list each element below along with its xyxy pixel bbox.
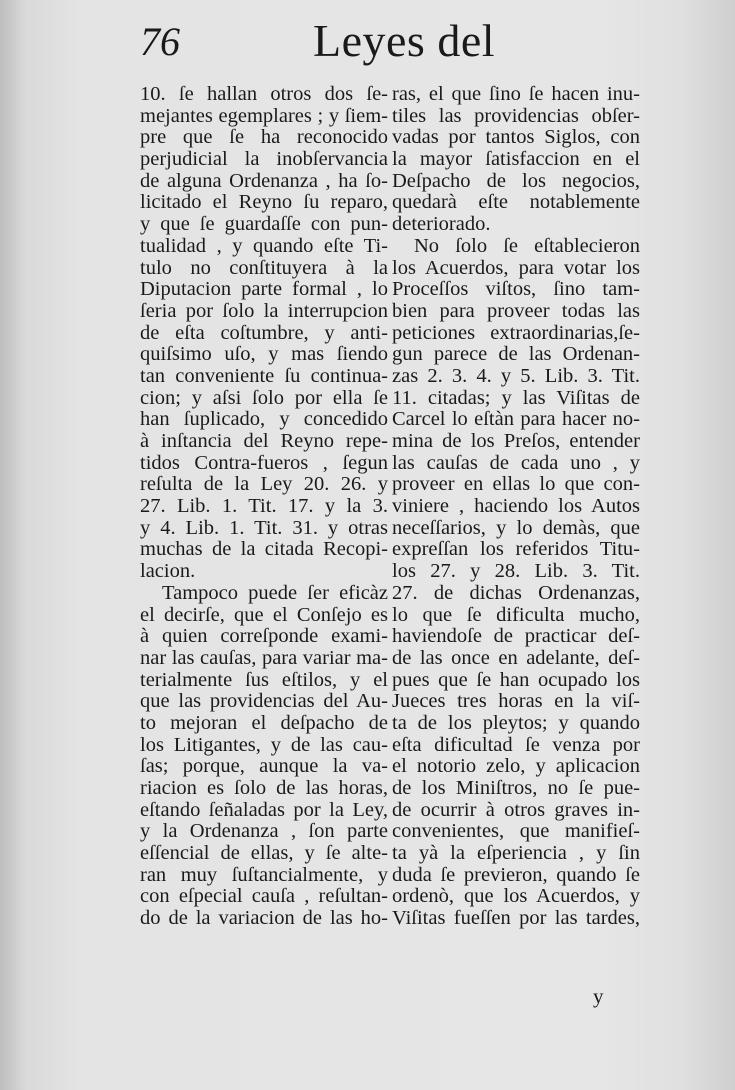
text-line: 10. ſe hallan otros dos ſe- (140, 83, 388, 105)
text-line: los Litigantes, y de las cau- (140, 733, 388, 756)
text-line: riacion es ſolo de las horas, (140, 777, 388, 799)
left-text-column (140, 84, 388, 930)
text-line: tidos Contra-fueros , ſegun (140, 451, 388, 474)
text-line: cion; y aſsi ſolo por ella ſe (140, 386, 388, 409)
text-line: duda ſe previeron, quando ſe (392, 863, 640, 886)
text-line: do de la variacion de las ho- (140, 907, 388, 930)
text-line: à quien correſponde exami- (140, 625, 388, 648)
text-line: haviendoſe de practicar deſ- (392, 625, 640, 648)
text-line: Proceſſos viſtos, ſino tam- (392, 278, 640, 301)
text-line: de eſta coſtumbre, y anti- (140, 321, 388, 344)
text-line: y 4. Lib. 1. Tit. 31. y otras (140, 516, 388, 539)
right-text-column (392, 84, 640, 930)
text-line: expreſſan los referidos Titu- (392, 538, 640, 561)
text-line: terialmente ſus eſtilos, y el (140, 668, 388, 691)
text-line: tualidad , y quando eſte Ti- (140, 234, 388, 257)
text-line: el decirſe, que el Conſejo es (140, 603, 388, 626)
text-line: to mejoran el deſpacho de (140, 711, 388, 734)
text-line: gun parece de las Ordenan- (392, 343, 640, 366)
text-line: quiſsimo uſo, y mas ſiendo (140, 343, 388, 366)
text-line: reſulta de la Ley 20. 26. y (140, 473, 388, 496)
text-line: zas 2. 3. 4. y 5. Lib. 3. Tit. (392, 364, 640, 387)
text-line: lo que ſe dificulta mucho, (392, 603, 640, 626)
catchword: y (593, 984, 604, 1008)
text-line: à inſtancia del Reyno repe- (140, 430, 388, 452)
text-line: vadas por tantos Siglos, con (392, 126, 640, 149)
text-line: las cauſas de cada uno , y (392, 451, 640, 474)
text-line: licitado el Reyno ſu reparo, (140, 191, 388, 214)
text-line: tiles las providencias obſer- (392, 104, 640, 127)
text-line: ſas; porque, aunque la va- (140, 755, 388, 778)
text-line: ordenò, que los Acuerdos, y (392, 885, 640, 908)
text-line: deteriorado. (392, 213, 491, 236)
text-line: eſſencial de ellas, y ſe alte- (140, 842, 388, 865)
text-line: pre que ſe ha reconocido (140, 126, 388, 149)
text-line: neceſſarios, y lo demàs, que (392, 516, 640, 539)
text-line: muchas de la citada Recopi- (140, 538, 388, 561)
text-line: y que ſe guardaſſe con pun- (140, 213, 388, 236)
text-line: quedarà eſte notablemente (392, 191, 640, 214)
text-line: con eſpecial cauſa , reſultan- (140, 885, 388, 908)
text-line: los Acuerdos, para votar los (392, 256, 640, 279)
text-line: Tampoco puede ſer eficàz (162, 581, 388, 604)
text-line: de alguna Ordenanza , ha ſo- (140, 169, 388, 192)
text-line: convenientes, que manifieſ- (392, 820, 640, 843)
text-line: de los Miniſtros, no ſe pue- (392, 777, 640, 799)
text-line: Jueces tres horas en la viſ- (392, 690, 640, 713)
text-line: ſeria por ſolo la interrupcion (140, 299, 388, 322)
text-line: 11. citadas; y las Viſitas de (392, 386, 640, 409)
text-line: ran muy ſuſtancialmente, y (140, 863, 388, 886)
text-line: 27. Lib. 1. Tit. 17. y la 3. (140, 495, 388, 518)
text-line: Carcel lo eſtàn para hacer no- (392, 408, 640, 431)
text-line: mejantes egemplares ; y ſiem- (140, 104, 388, 127)
text-line: perjudicial la inobſervancia (140, 148, 388, 171)
text-line: y la Ordenanza , ſon parte (140, 820, 388, 843)
text-line: tulo no conſtituyera à la (140, 256, 388, 279)
text-line: Diputacion parte formal , lo (140, 278, 388, 301)
text-line: Viſitas fueſſen por las tardes, (392, 907, 640, 930)
page-number: 76 (140, 19, 180, 64)
text-line: nar las cauſas, para variar ma- (140, 646, 388, 669)
text-line: de ocurrir à otros graves in- (392, 798, 640, 821)
text-line: ras, el que ſino ſe hacen inu- (392, 83, 640, 105)
text-line: proveer en ellas lo que con- (392, 473, 640, 496)
running-title: Leyes del (313, 15, 496, 66)
text-line: Deſpacho de los negocios, (392, 169, 640, 192)
text-line: ta yà la eſperiencia , y ſin (392, 842, 640, 865)
text-line: No ſolo ſe eſtablecieron (414, 234, 640, 257)
text-line: 27. de dichas Ordenanzas, (392, 581, 640, 604)
text-line: viniere , haciendo los Autos (392, 495, 640, 518)
text-line: pues que ſe han ocupado los (392, 668, 640, 691)
text-line: el notorio zelo, y aplicacion (392, 755, 640, 778)
text-line: han ſuplicado, y concedido (140, 408, 388, 431)
text-line: de las once en adelante, deſ- (392, 646, 640, 669)
text-line: eſtando ſeñaladas por la Ley, (140, 798, 388, 821)
text-line: los 27. y 28. Lib. 3. Tit. (392, 560, 640, 583)
text-line: bien para proveer todas las (392, 299, 640, 322)
text-line: que las providencias del Au- (140, 690, 388, 713)
text-line: lacion. (140, 560, 196, 583)
text-line: eſta dificultad ſe venza por (392, 733, 640, 756)
text-line: ta de los pleytos; y quando (392, 711, 640, 734)
text-line: peticiones extraordinarias,ſe- (392, 321, 640, 344)
text-line: la mayor ſatisfaccion en el (392, 148, 640, 171)
text-line: mina de los Preſos, entender (392, 430, 640, 452)
text-line: tan conveniente ſu continua- (140, 364, 388, 387)
